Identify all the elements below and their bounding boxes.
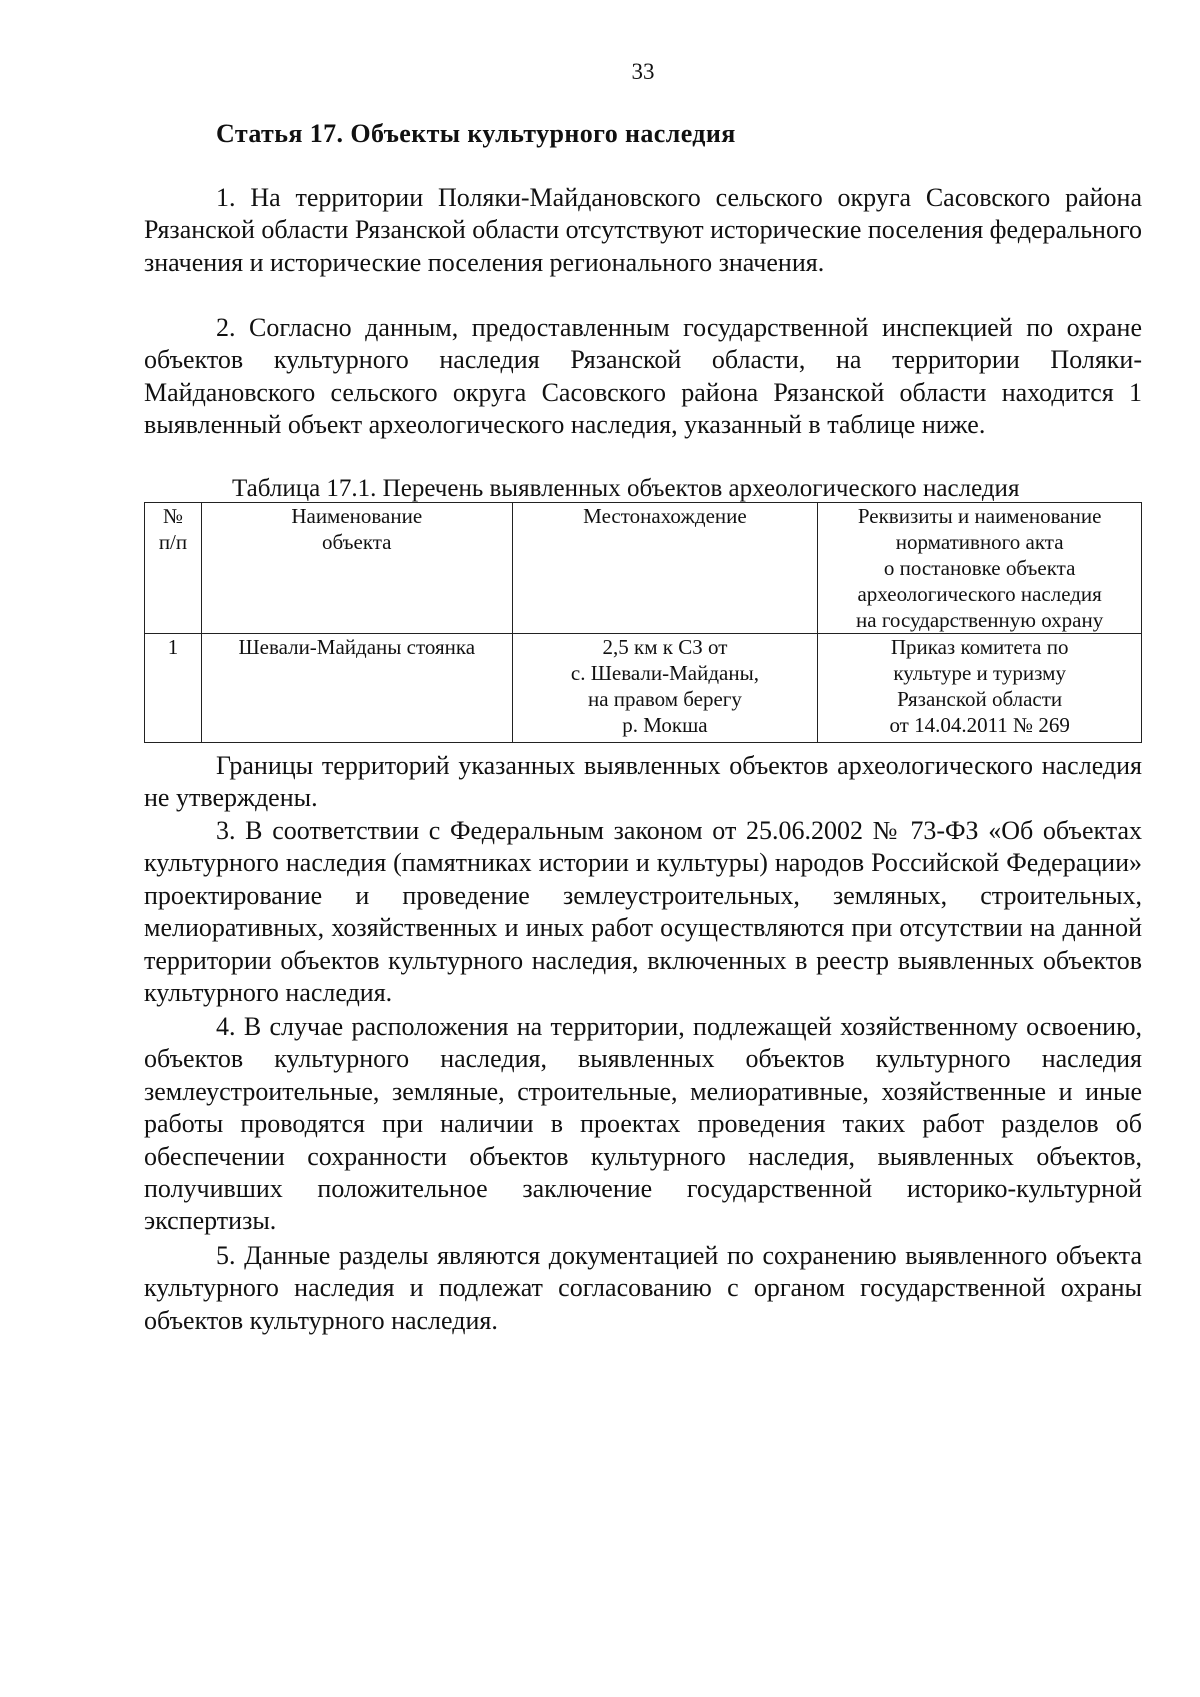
cell-line: культуре и туризму bbox=[893, 661, 1066, 685]
cell-line: с. Шевали-Майданы, bbox=[570, 661, 759, 685]
header-line: о постановке объекта bbox=[883, 556, 1076, 580]
article-title: Статья 17. Объекты культурного наследия bbox=[216, 119, 736, 148]
cell-line: от 14.04.2011 № 269 bbox=[889, 713, 1070, 737]
header-line: археологического наследия bbox=[857, 582, 1102, 606]
cell-location bbox=[512, 634, 818, 743]
cell-line: Приказ комитета по bbox=[890, 635, 1069, 659]
header-requisites bbox=[818, 503, 1142, 634]
header-line: Реквизиты и наименование bbox=[857, 504, 1102, 528]
page-number: 33 bbox=[631, 59, 655, 84]
header-line: № bbox=[162, 504, 183, 528]
table-row bbox=[145, 634, 1142, 743]
header-location bbox=[512, 503, 818, 634]
cell-number: 1 bbox=[145, 634, 202, 743]
paragraph-boundaries: Границы территорий указанных выявленных объектов археологического наследия не утверждены. bbox=[144, 751, 1142, 813]
header-line: Наименование bbox=[291, 504, 423, 528]
paragraph-2: 2. Согласно данным, предоставленным государственной инспекцией по охране объектов культурного наследия Рязанской области, на территории Поляки-Майдановского сельского округа Сасовского района Рязанской области находится 1 выявленный объект археологического наследия, указанный в таблице ниже. bbox=[144, 313, 1142, 440]
paragraph-5: 5. Данные разделы являются документацией по сохранению выявленного объекта культурного наследия и подлежат согласованию с органом государственной охраны объектов культурного наследия. bbox=[144, 1241, 1142, 1335]
paragraph-1: 1. На территории Поляки-Майдановского сельского округа Сасовского района Рязанской области Рязанской области отсутствуют исторические поселения федерального значения и исторические поселения регионального значения. bbox=[144, 183, 1142, 277]
table-caption: Таблица 17.1. Перечень выявленных объектов археологического наследия bbox=[232, 475, 1020, 502]
header-number bbox=[145, 503, 202, 634]
header-line: п/п bbox=[158, 530, 188, 554]
cell-line: на правом берегу bbox=[587, 687, 742, 711]
cell-line: Рязанской области bbox=[897, 687, 1063, 711]
cell-line: 2,5 км к СЗ от bbox=[602, 635, 728, 659]
cell-requisites bbox=[818, 634, 1142, 743]
header-line: на государственную охрану bbox=[856, 608, 1104, 632]
header-line: объекта bbox=[321, 530, 392, 554]
paragraph-3: 3. В соответствии с Федеральным законом от 25.06.2002 № 73-ФЗ «Об объектах культурного наследия (памятниках истории и культуры) народов Российской Федерации» проектирование и проведение землеустроительных, земляных, строительных, мелиоративных, хозяйственных и иных работ осуществляются при отсутствии на данной территории объектов культурного наследия, включенных в реестр выявленных объектов культурного наследия. bbox=[144, 816, 1142, 1008]
heritage-objects-table bbox=[144, 502, 1142, 743]
header-object-name bbox=[201, 503, 512, 634]
paragraph-4: 4. В случае расположения на территории, подлежащей хозяйственному освоению, объектов культурного наследия, выявленных объектов культурного наследия землеустроительные, земляные, строительные, мелиоративные, хозяйственные и иные работы проводятся при наличии в проектах проведения таких работ разделов об обеспечении сохранности объектов культурного наследия, выявленных объектов, получивших положительное заключение государственной историко-культурной экспертизы. bbox=[144, 1012, 1142, 1236]
cell-line: р. Мокша bbox=[622, 713, 708, 737]
header-line: нормативного акта bbox=[895, 530, 1064, 554]
cell-object-name: Шевали-Майданы стоянка bbox=[201, 634, 512, 743]
table-header-row bbox=[145, 503, 1142, 634]
header-line: Местонахождение bbox=[583, 504, 747, 528]
